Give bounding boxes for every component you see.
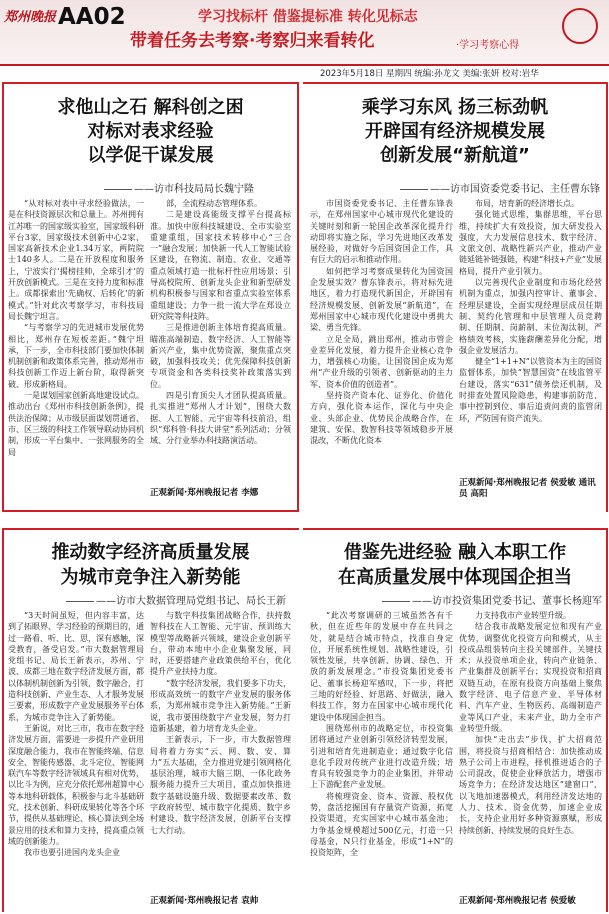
article-1-col-1	[8, 198, 144, 490]
headline-line: 对标对表求经验	[87, 121, 214, 142]
body-paragraph: 加快“走出去”步伐，扩大招商范围，将投资与招商相结合：加快推动成熟子公司上市进程，择机推进适合的子公司混改，促使企业释放活力，增强市场竞争力；在经济发达地区“建窗口”，以飞地加速器模式，利用经济发达地的人力、技术、资金优势，加速企业成长，支持企业用好多种资源禀赋，形成持续创新、持续发展的良好生态。	[459, 735, 602, 835]
body-paragraph: 结合我市战略发展定位和现有产业优势，调整优化投资方向和模式，从主投成品组装转向主投关键部件、关键技术；从投资单项企业，转向产业链条、产业集群及创新平台；实现投资和招商双链互动，在原有投资方向基础上聚焦数字经济、电子信息产业、半导体材料、汽车产业、生物医药、高端制造产业等风口产业，未来产业，助力全市产业转型升级。	[459, 622, 602, 733]
article-2-subtitle: ——访市国资委党委书记、主任曹东锋	[400, 180, 600, 195]
body-paragraph: 以完善现代企业制度和市场化经营机制为重点，加强内控审计、董事会、经理层建设，全面实现经理层成员任期制、契约化管理和中层管理人员竞聘制、任期制、岗薪制、末位淘汰制，严格绩效考核，实施薪酬差异化分配，增强企业发展活力。	[459, 278, 602, 355]
article-2-col-2	[459, 198, 602, 476]
page-number: AA02	[58, 4, 126, 30]
article-4-headline	[305, 540, 605, 590]
body-paragraph: 围绕郑州市的战略定位，市投资集团将通过产业创新引领经济转型发展，引进和培育先进制造业；通过数字化信息化手段对传统产业进行改造升级；培育具有较强竞争力的企业集团，并带动上下游配套产业发展。	[310, 723, 453, 790]
body-paragraph: 将梳理资金、资本、资源、股权优势，盘活挖掘国有存量资产资源，拓宽投资渠道，充实国家中心城市基金池；力争基金规模超过500亿元，打造一只母基金，N只行业基金，形成“1+N”的投资矩阵，全	[310, 791, 453, 858]
dateline: 2023年5月18日 星期四 统编:孙龙文 美编:张妍 校对:岩华	[320, 69, 539, 79]
headline-line: 创新发展“新航道”	[380, 145, 530, 166]
main-slogan: 带着任务去考察·考察归来看转化	[130, 31, 375, 51]
body-paragraph: 强化链式思维，集群思维，平台思维，持续扩大有效投资，加大研发投入强度，大力发展信息技术、数字经济、文旅文创、战略性新兴产业，推动产业链延链补链强链，构建“科技+产业”发展格局，提升产业引领力。	[459, 210, 602, 276]
body-paragraph: 力支持我市产业转型升级。	[475, 611, 571, 620]
article-4-signature: 正观新闻·郑州晚报记者 侯爱敏	[459, 896, 576, 906]
subtitle-rule	[104, 189, 132, 190]
body-paragraph: 王新表示，下一步，市大数据管理局将着力夯实“云、网、数、安、算力”五大基础，全力推进党建引领网格化基层治理，城市大脑三期、一体化政务服务能力提升三大项目，重点加快推进数字基础设施升级、数据要素改革、数字政府转型、城市数字化提质、数字乡村建设、数字经济发展，创新平台支撑七大行动。	[150, 735, 291, 835]
body-paragraph: “从对标对表中寻求经验做法，一是在科技资源层次和总量上。苏州拥有江苏唯一的国家级实验室，国家级科研平台3家，国家级技术创新中心2家，国家高新技术企业1.34万家，两院院士140多人。二是在开放程度和服务上，宁波实行‘揭榜挂帅，全球引才’的开放创新模式。三是在支持力度和标准上。成都探索出‘先确权、后转化’的新模式。”针对此次考察学习，市科技局局长魏宁坦言。	[8, 199, 144, 321]
subtitle-rule	[66, 601, 94, 602]
body-paragraph: “数字经济发展，我们要多下功夫，形成高效统一的数字产业发展的服务体系，为郑州城市竞争注入新势能。”王新说，我市要围绕数字产业发展，努力打造新基建，着力培育龙头企业。	[150, 678, 291, 733]
body-paragraph: 市国资委党委书记、主任曹东锋表示，在郑州国家中心城市现代化建设的关键时刻和新一轮国企改革深化提升行动即将实施之际，学习先进地区改革发展经验，对做好今后国资国企工作，具有巨大的启示和推动作用。	[310, 199, 453, 265]
headline-line: 推动数字经济高质量发展	[51, 542, 250, 563]
seal-icon	[562, 8, 598, 44]
body-paragraph: “与考察学习的先进城市发展优势相比，郑州存在短板差距。”魏宁坦承，下一步，全市科技部门要加快体制机制创新和政策体系完善，推动郑州市科技创新工作迈上新台阶，取得新突破、形成新格局。	[8, 323, 144, 389]
article-3-col-1	[8, 610, 144, 906]
masthead	[0, 0, 609, 66]
article-2-signature: 正观新闻·郑州晚报记者 侯爱敏 通讯员 高阳	[459, 478, 596, 499]
masthead-rule	[0, 64, 609, 66]
headline-line: 借鉴先进经验 融入本职工作	[343, 542, 567, 563]
body-paragraph: 立足全局，跳出郑州，推动市管企业差异化发展，着力提升企业核心竞争力，增强核心功能，让国资国企成为郑州“产业升级的引领者、创新驱动的主力军、资本价值的创造者”。	[310, 334, 453, 389]
article-4-subtitle: ——访市投资集团党委书记、董事长杨迎军	[382, 592, 602, 607]
body-paragraph: 部，全流程动态管理体系。	[166, 199, 262, 208]
subtitle-rule	[382, 601, 410, 602]
body-paragraph: 二是建设高能级支撑平台提高标准。加快中原科技城建设、全市实验室重建重组，国家技术转移中心“三合一”融合发展；加快新一代人工智能试验区建设，在物流、制造、农业、交通等重点领域打造一批标杆性应用场景；引导高校院所、创新龙头企业和新型研发机构积极参与国家和省重点实验室体系重组建设；力争一批一流大学在郑设立研究院等科技阵。	[150, 210, 291, 321]
body-paragraph: “此次考察调研的三城虽然各有千秋，但在近些年的发展中存在共同之处，就是结合城市特点，找准自身定位，开展系统性规划、战略性建设，引领性发展，共享创新、协调、绿色、开放的新发展理念。”市投资集团党委书记、董事长杨迎军感叹，下一步，将把三地的好经验、好思路、好做法，融入科技工作，努力在国家中心城市现代化建设中体现国企担当。	[310, 611, 453, 722]
article-3-signature: 正观新闻·郑州晚报记者 袁帅	[150, 896, 259, 906]
body-paragraph: 三是推进创新主体培育提高质量。瞄准高端制造、数字经济、人工智能等新兴产业，集中优势资源，聚焦重点突破，加强科技攻关；优先保障科技创新专项资金和各类科技奖补政策落实到位。	[150, 323, 291, 389]
article-1-signature: 正观新闻·郑州晚报记者 李娜	[150, 488, 259, 498]
article-1-col-2	[150, 198, 291, 484]
headline-line: 在高质量发展中体现国企担当	[338, 567, 572, 588]
body-paragraph: 我市也要引进国内龙头企业	[24, 848, 120, 858]
body-paragraph: 王新说，对比三市，我市在数字经济发展方面，需要进一步提升产业研用深度融合能力，我市在智能终端、信息安全、智能传感器、北斗定位、智能网联汽车等数字经济领域具有相对优势，以比斗为例，应充分依托郑州超算中心等本地科研载体，积极参与北斗基础研究、技术创新、科研成果转化等各个环节，提供从基础理论、核心算法到全场景应用的技术和算力支持，提高重点领域的创新能力。	[8, 723, 144, 846]
body-paragraph: 坚持资产资本化、证券化、价值化方向，强化资本运作，深化与中央企业、头部企业、优势民企战略合作，在建筑、安保、数智科技等领域稳步开展混改，不断优化资本	[310, 391, 453, 446]
body-paragraph: 一是谋划国家创新高地建设试点。推动出台《郑州市科技创新条例》，提供法治保障；从市级层面谋划贯通省、市、区三级的科技工作领导联动协同机制，形成一平台集中、一张网服务的全局	[8, 391, 144, 457]
subtitle-rule	[400, 189, 428, 190]
body-paragraph: “3天时间虽短，但内容丰富，达到了拓眼界、学习经验的预期目的，通过一路看、听、比、思，深有感触，深受教育，备受启发。”市大数据管理局党组书记、局长王新表示，苏州、宁波、成都三地在数字经济发展方面，都以体制机制创新为引领，数字融合，打造科技创新、产业生态、人才服务发展三要素，形成数字产业发展服务平台体系，为城市竞争注入了新势能。	[8, 611, 144, 722]
newspaper-logo: 郑州晚报	[4, 10, 57, 25]
article-3-headline	[4, 540, 297, 590]
body-paragraph: 四是引育顶尖人才团队提高质量。扎实推进“郑州人才计划”，围绕大数据、人工智能、元宇宙等科技前沿，组织“郑科管·科技大讲堂”系列活动；分领域、分行业举办科技路演活动。	[150, 391, 291, 446]
body-paragraph: 如何把学习考察成果转化为国资国企发展实效？曹东锋表示，将对标先进地区，着力打造现代新国企，开辟国有经济规模发展、创新发展“新航道”，在郑州国家中心城市现代化建设中勇挑大梁、勇当先锋。	[310, 266, 453, 333]
body-paragraph: 健全“1+1+N”以管资本为主的国资监督体系，加快“智慧国资”在线监管平台建设，落实“631”债务偿还机制，及时排查处置风险隐患，构建事前防范、事中控制到位、事后追责问责的监管闭环，严防国有资产流失。	[459, 357, 602, 423]
body-paragraph: 布局，培育新的经济增长点。	[475, 199, 579, 208]
article-2-headline	[305, 96, 605, 168]
headline-line: 以学促干谋发展	[87, 145, 214, 166]
article-1-headline	[4, 96, 297, 168]
section-tag: ·学习考察心得	[456, 40, 520, 51]
article-3-col-2	[150, 610, 291, 892]
article-4-col-2	[459, 610, 602, 892]
article-3-subtitle: ——访市大数据管理局党组书记、局长王新	[66, 592, 286, 607]
article-1-subtitle: ——访市科技局局长魏宁隆	[104, 180, 254, 195]
article-4-col-1	[310, 610, 453, 906]
headline-line: 为城市竞争注入新势能	[60, 567, 241, 588]
headline-line: 开辟国有经济规模发展	[365, 121, 545, 142]
article-2-col-1	[310, 198, 453, 502]
headline-line: 乘学习东风 扬三标劲帆	[361, 97, 549, 118]
body-paragraph: 与数字科技集团战略合作，扶持数智科技在人工智能、元宇宙、预训练大模型等战略新兴领域，建设企业创新平台，带动本地中小企业集聚发展，同时，还要搭建产业政策供给平台，优化提升产业扶持力度。	[150, 611, 291, 677]
headline-line: 求他山之石 解科创之困	[57, 97, 244, 118]
sub-slogan: 学习找标杆 借鉴提标准 转化见标志	[198, 9, 418, 25]
